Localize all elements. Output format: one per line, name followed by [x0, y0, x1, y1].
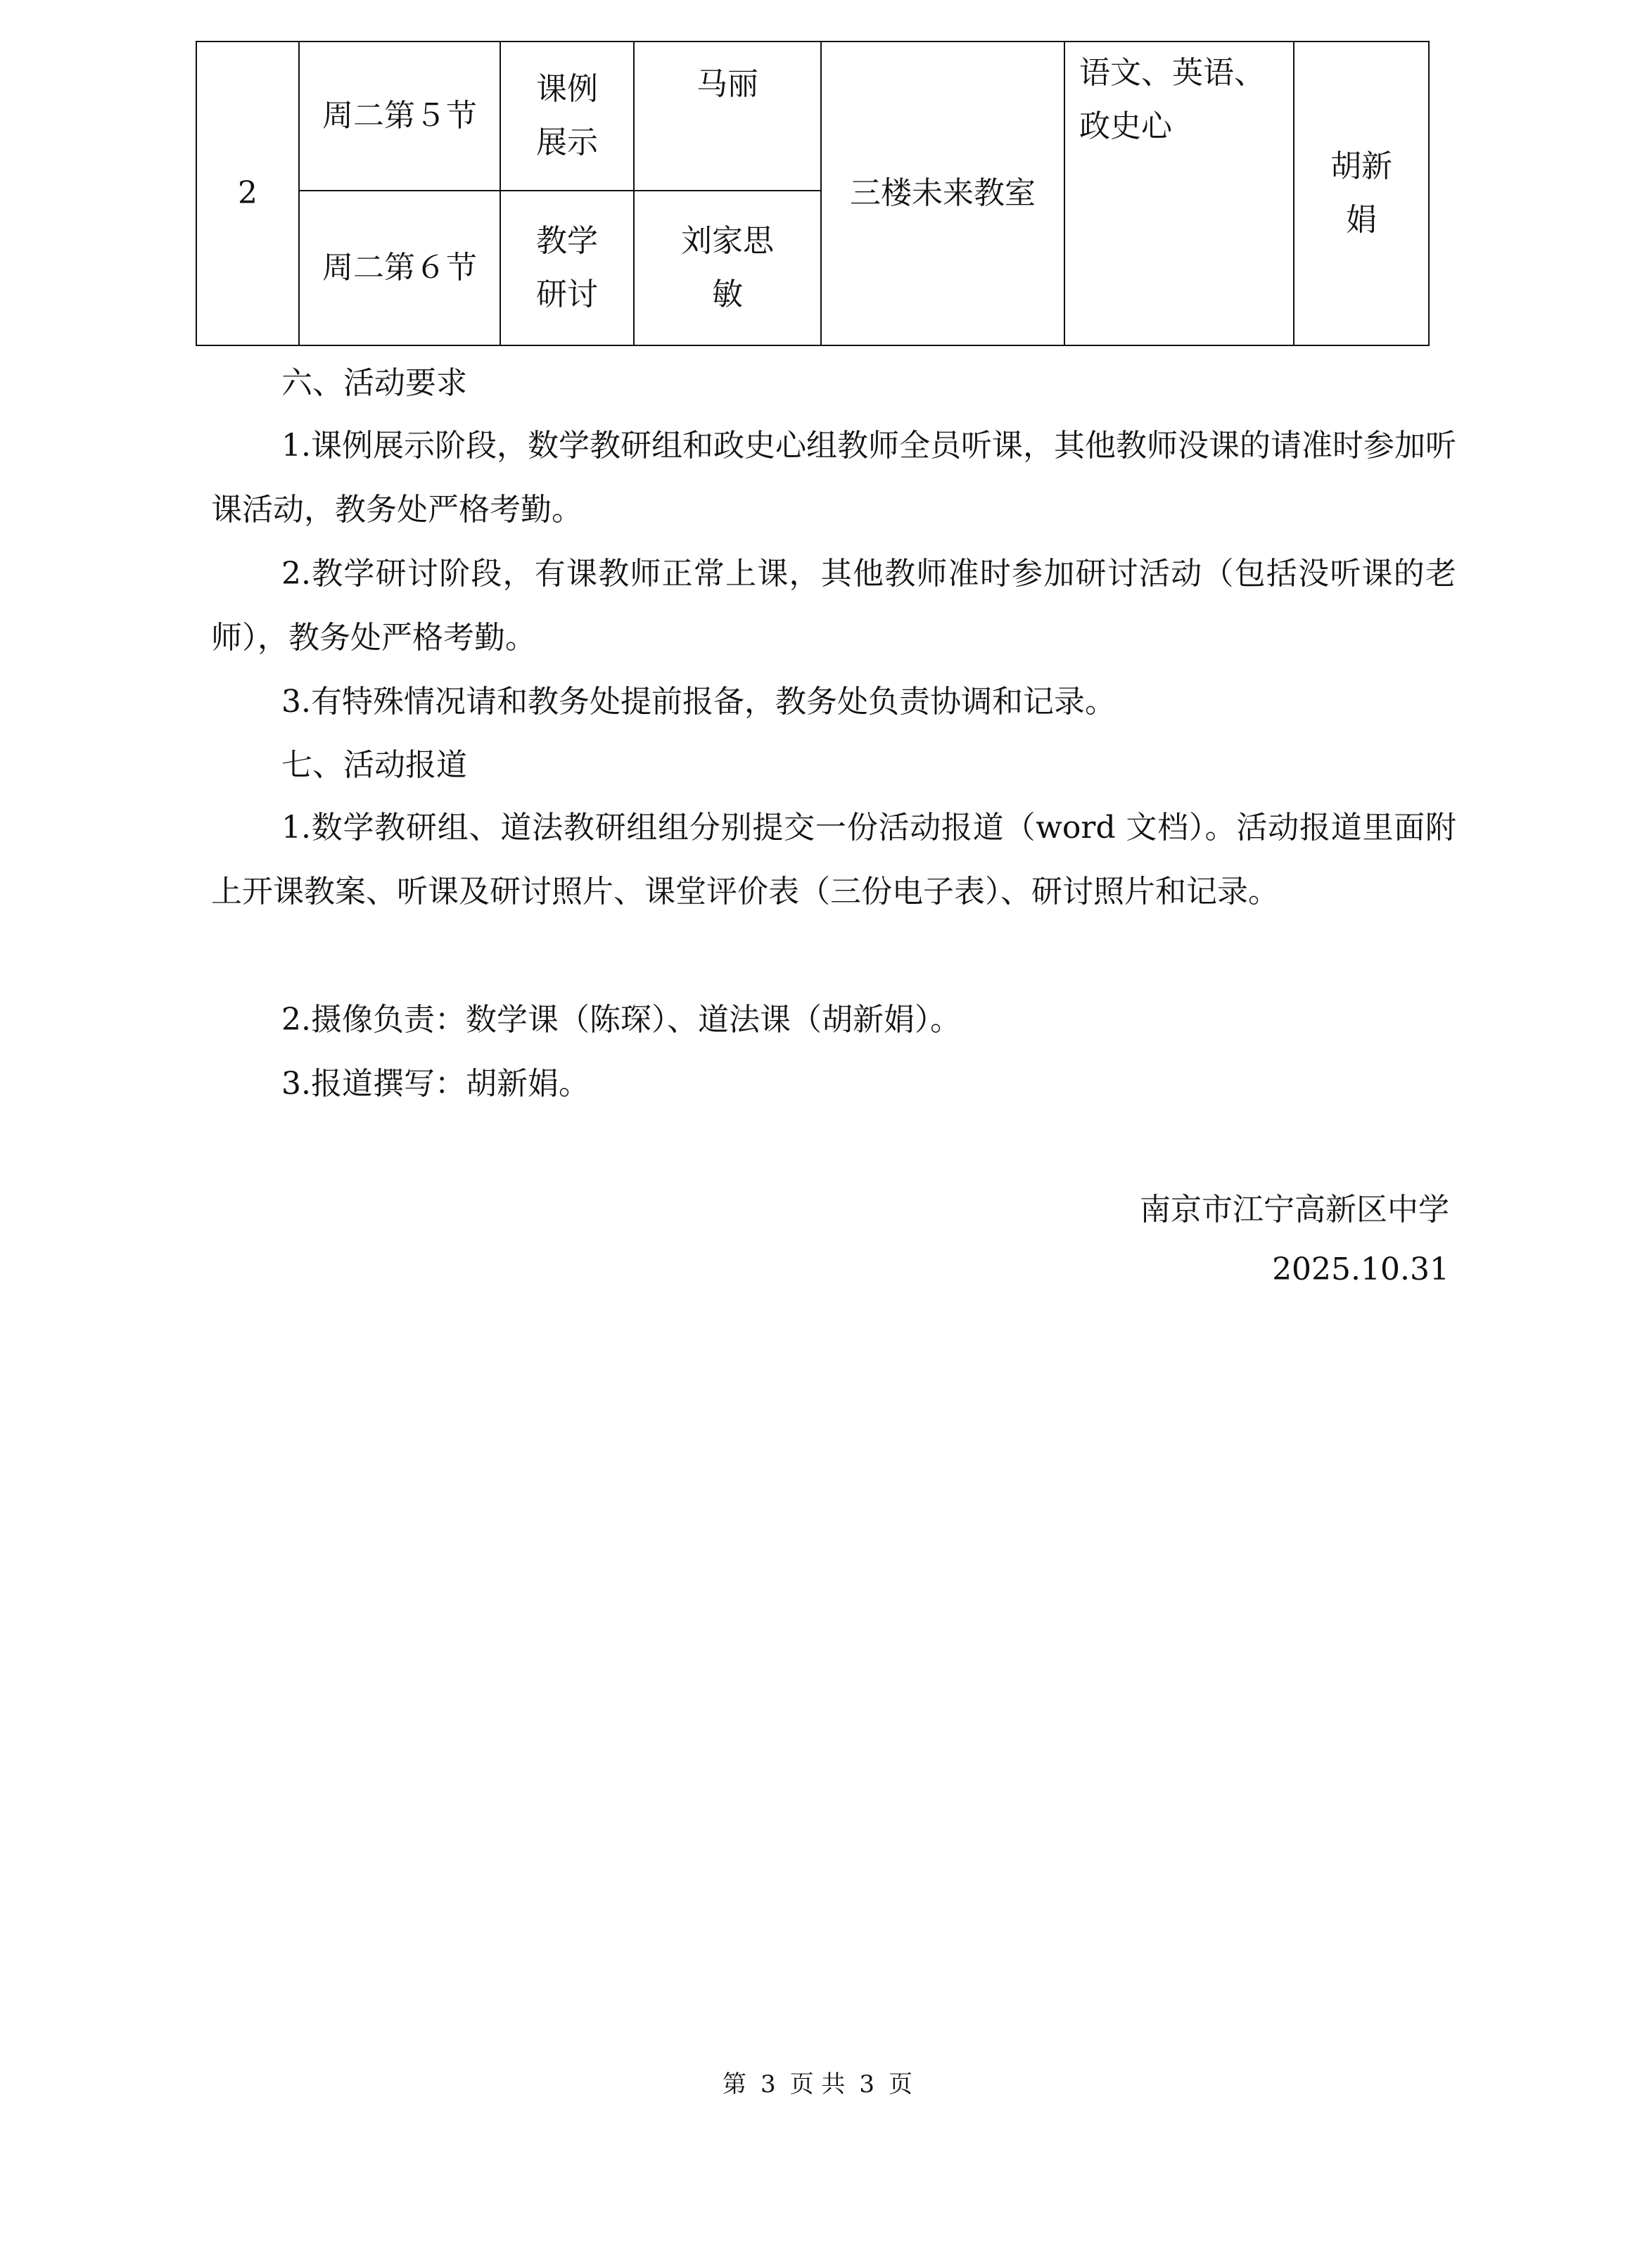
subjects-cell: [1064, 42, 1294, 345]
footer-prefix: 第: [722, 2070, 746, 2098]
location-cell: 三楼未来教室: [821, 42, 1064, 345]
footer-mid: 页 共: [789, 2070, 846, 2098]
signature-date: 2025.10.31: [1272, 1251, 1449, 1287]
section-6-item-3: 3.有特殊情况请和教务处提前报备，教务处负责协调和记录。: [281, 684, 1116, 720]
recorder-cell: [1294, 42, 1429, 345]
schedule-table: [196, 41, 1430, 346]
section-7-item-1: 1.数学教研组、道法教研组组分别提交一份活动报道（word 文档）。活动报道里面附上开课教案、听课及研讨照片、课堂评价表（三份电子表）、研讨照片和记录。: [211, 810, 1456, 910]
activity-type-line: 研讨: [536, 276, 598, 312]
page-footer: [0, 2067, 1635, 2102]
period-cell: 周二第５节: [299, 42, 500, 191]
signature-org: 南京市江宁高新区中学: [1140, 1192, 1449, 1228]
teacher-line: 敏: [712, 276, 743, 312]
section-6-item-2: 2.教学研讨阶段，有课教师正常上课，其他教师准时参加研讨活动（包括没听课的老师），教务处严格考勤。: [211, 556, 1456, 656]
section-6-heading: 六、活动要求: [281, 365, 467, 401]
teacher-line: 刘家思: [681, 223, 774, 259]
activity-type-cell: [500, 42, 634, 191]
section-7-item-2: 2.摄像负责：数学课（陈琛）、道法课（胡新娟）。: [281, 1002, 961, 1038]
table-row: [196, 42, 1429, 191]
row-number-cell: 2: [196, 42, 299, 345]
period-cell: 周二第６节: [299, 191, 500, 345]
section-7-heading: 七、活动报道: [281, 747, 467, 783]
teacher-cell: 马丽: [634, 42, 821, 191]
subjects-line: 语文、英语、: [1079, 55, 1265, 91]
activity-type-line: 教学: [536, 223, 598, 259]
footer-total-pages: 3: [859, 2070, 875, 2098]
footer-page-number: 3: [760, 2070, 776, 2098]
teacher-cell: [634, 191, 821, 345]
activity-type-line: 展示: [536, 125, 598, 160]
recorder-line: 胡新: [1330, 148, 1392, 184]
section-6-item-1: 1.课例展示阶段，数学教研组和政史心组教师全员听课，其他教师没课的请准时参加听课活动，教务处严格考勤。: [211, 428, 1456, 528]
section-7-item-3: 3.报道撰写：胡新娟。: [281, 1066, 590, 1102]
activity-type-line: 课例: [536, 71, 598, 107]
subjects-line: 政史心: [1079, 108, 1172, 144]
recorder-line: 娟: [1346, 202, 1377, 238]
footer-suffix: 页: [889, 2070, 913, 2098]
activity-type-cell: [500, 191, 634, 345]
